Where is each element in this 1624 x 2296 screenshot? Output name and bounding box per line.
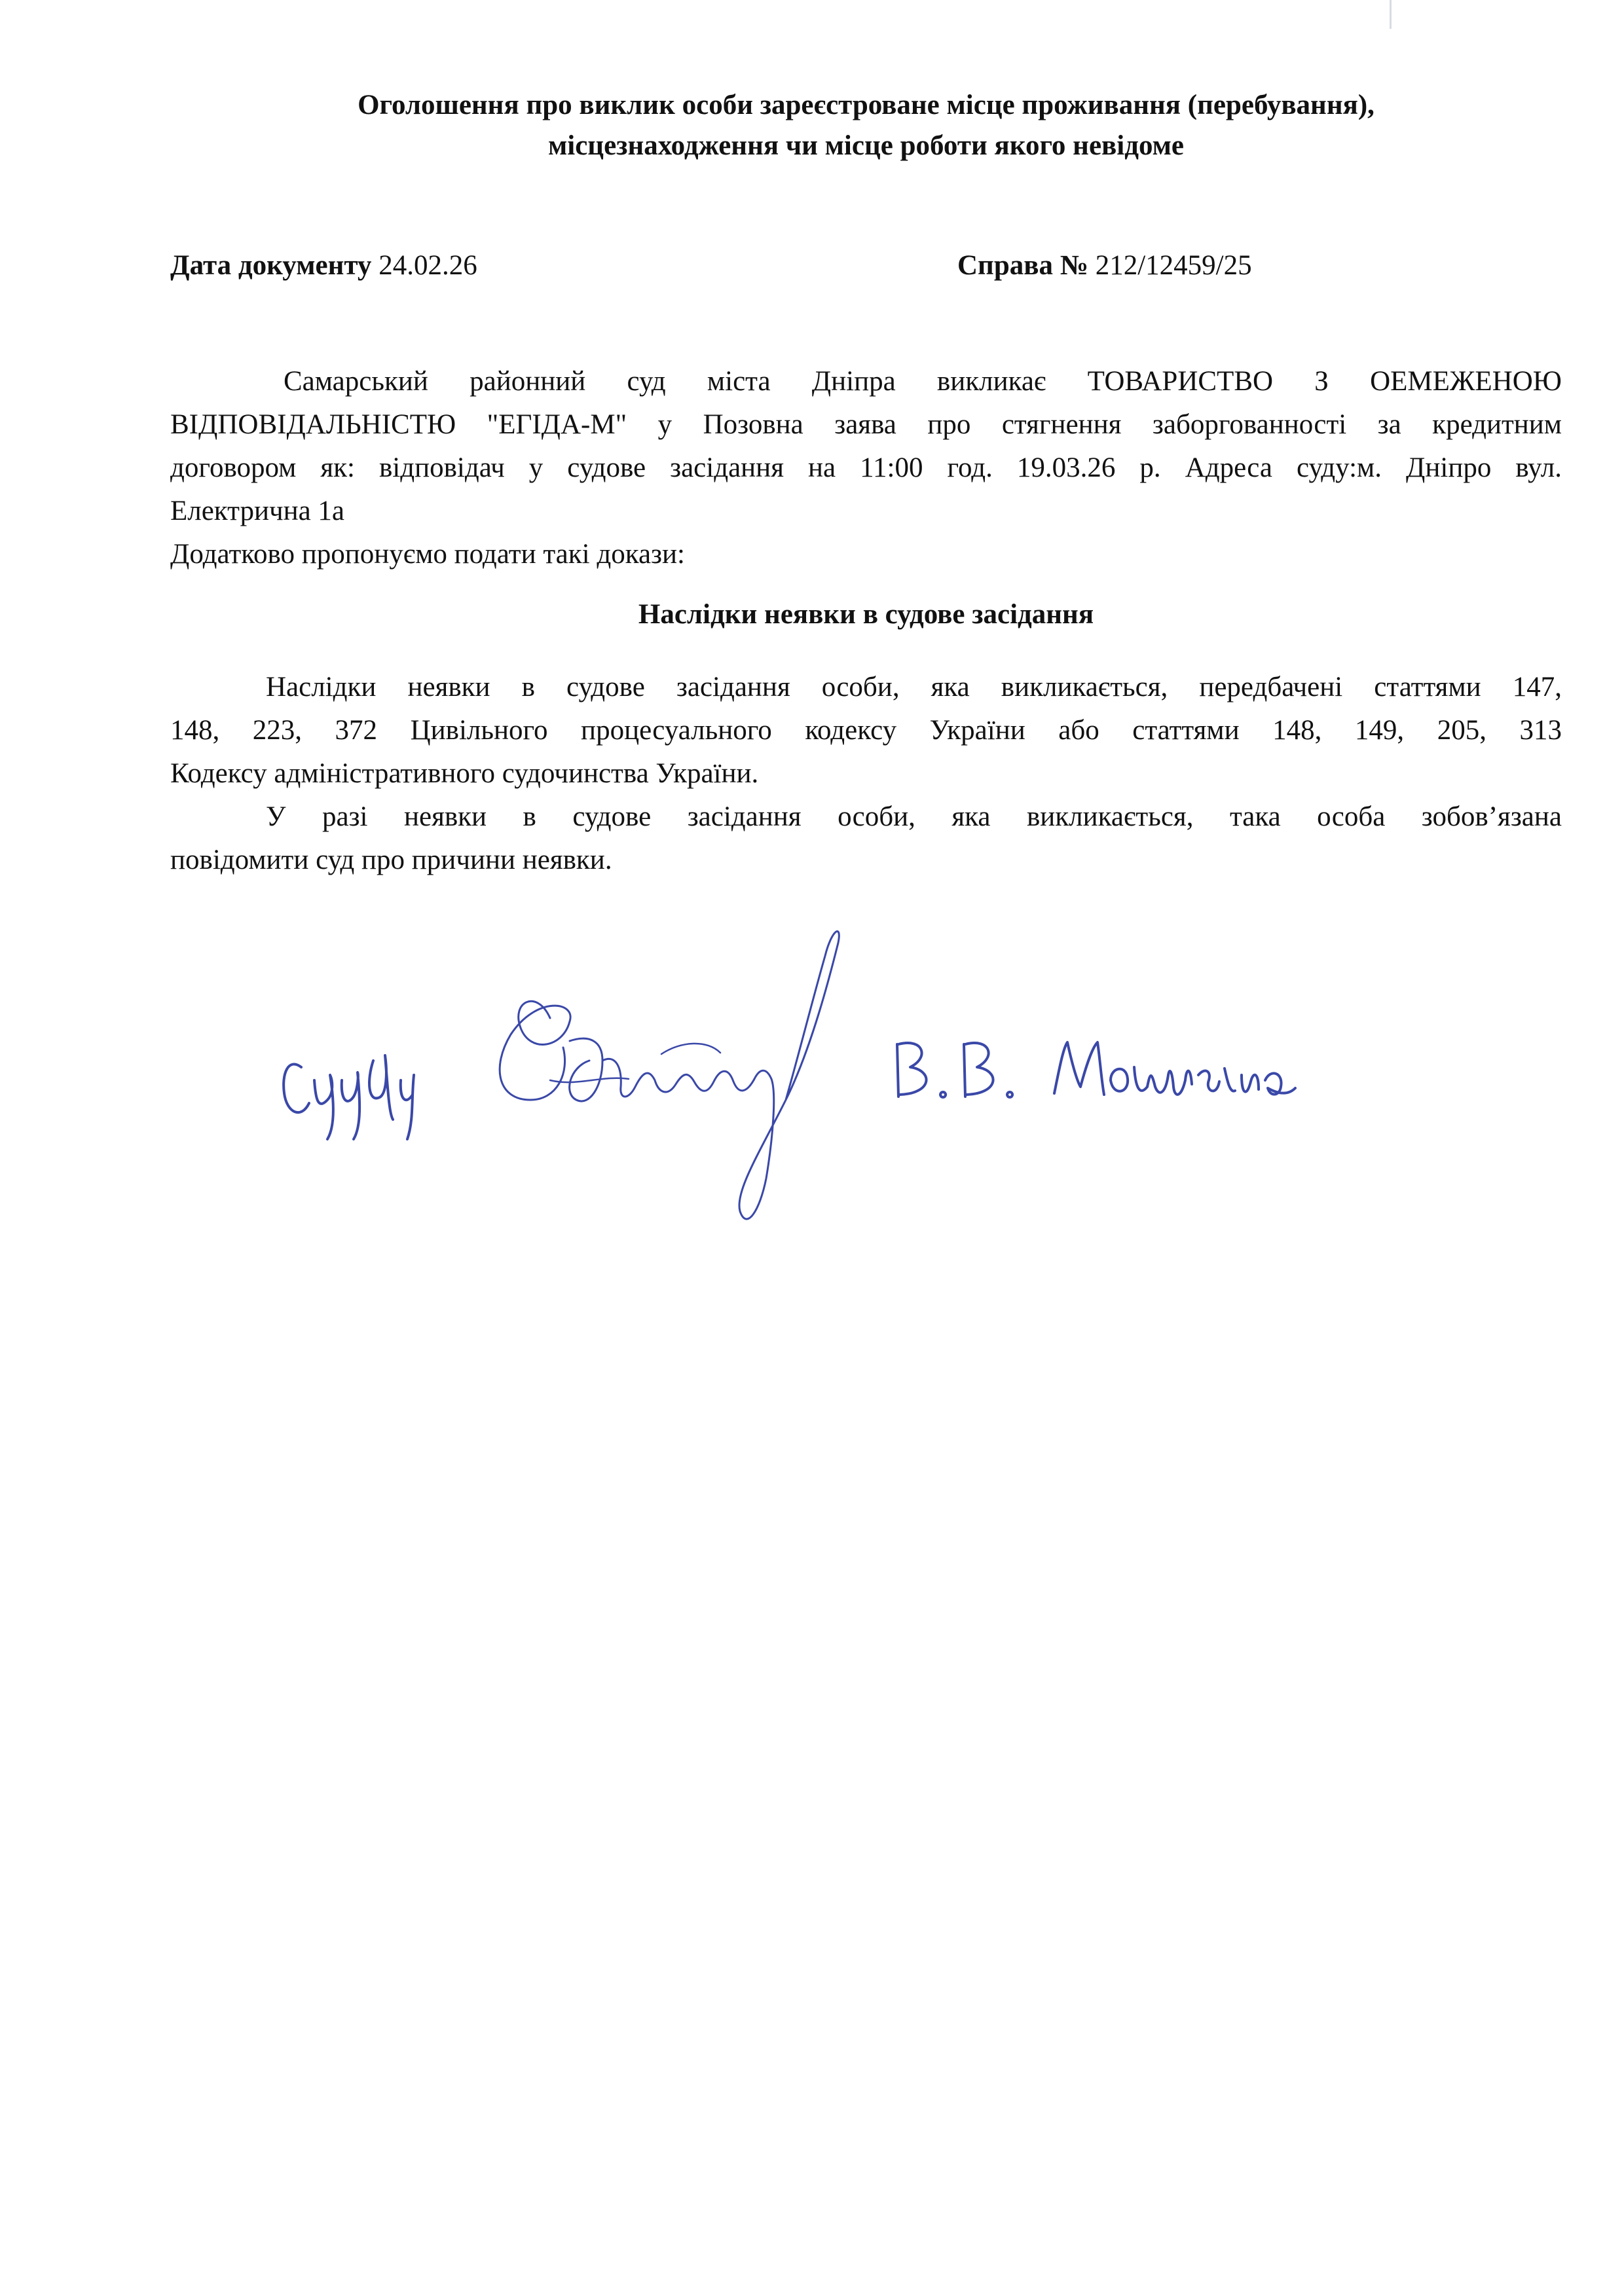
case-number xyxy=(957,246,1252,286)
date-label: Дата документу xyxy=(170,250,372,281)
consequences-line: 148, 223, 372 Цивільного процесуального кодексу України або статтями 148, 149, 205, 313 xyxy=(170,715,1562,746)
summons-line: договором як: відповідач у судове засідання на 11:00 год. 19.03.26 р. Адреса суду:м. Дніпро вул. xyxy=(170,452,1562,483)
summons-line: Самарський районний суд міста Дніпра викликає ТОВАРИСТВО З ОЕМЕЖЕНОЮ xyxy=(284,366,1562,397)
title-line-2: місцезнаходження чи місце роботи якого невідоме xyxy=(547,130,1185,161)
date-value: 24.02.26 xyxy=(378,250,477,281)
document-title xyxy=(170,85,1562,166)
consequences-line: Наслідки неявки в судове засідання особи, яка викликається, передбачені статтями 147, xyxy=(266,672,1562,702)
summons-line: Електрична 1а xyxy=(170,496,345,526)
case-value: 212/12459/25 xyxy=(1095,250,1252,281)
case-label: Справа № xyxy=(957,250,1088,281)
summons-paragraph xyxy=(170,360,1562,533)
signature-flourish xyxy=(550,1044,720,1082)
handwritten-role-judge xyxy=(284,1055,414,1139)
signature-main-stroke xyxy=(500,932,839,1219)
summons-line: ВІДПОВІДАЛЬНІСТЮ "ЕГІДА-М" у Позовна заява про стягнення заборгованності за кредитним xyxy=(170,409,1562,440)
scan-edge-mark xyxy=(1390,0,1392,29)
consequences-line: Кодексу адміністративного судочинства України. xyxy=(170,758,759,789)
title-line-1: Оголошення про виклик особи зареєстроване місце проживання (перебування), xyxy=(358,90,1375,120)
handwritten-signature xyxy=(262,903,1375,1244)
handwritten-surname xyxy=(1054,1042,1295,1095)
consequences-paragraph xyxy=(170,666,1562,795)
signature-ink xyxy=(284,932,1295,1219)
evidence-paragraph xyxy=(170,533,1562,576)
obligation-paragraph xyxy=(170,795,1562,882)
document-date xyxy=(170,246,477,286)
obligation-line: повідомити суд про причини неявки. xyxy=(170,845,612,875)
handwritten-initials xyxy=(897,1043,1012,1097)
evidence-line: Додатково пропонуємо подати такі докази: xyxy=(170,539,685,570)
consequences-heading: Наслідки неявки в судове засідання xyxy=(638,599,1094,630)
judge-signature-block xyxy=(262,903,1375,1244)
obligation-line: У разі неявки в судове засідання особи, яка викликається, така особа зобов’язана xyxy=(266,801,1562,832)
